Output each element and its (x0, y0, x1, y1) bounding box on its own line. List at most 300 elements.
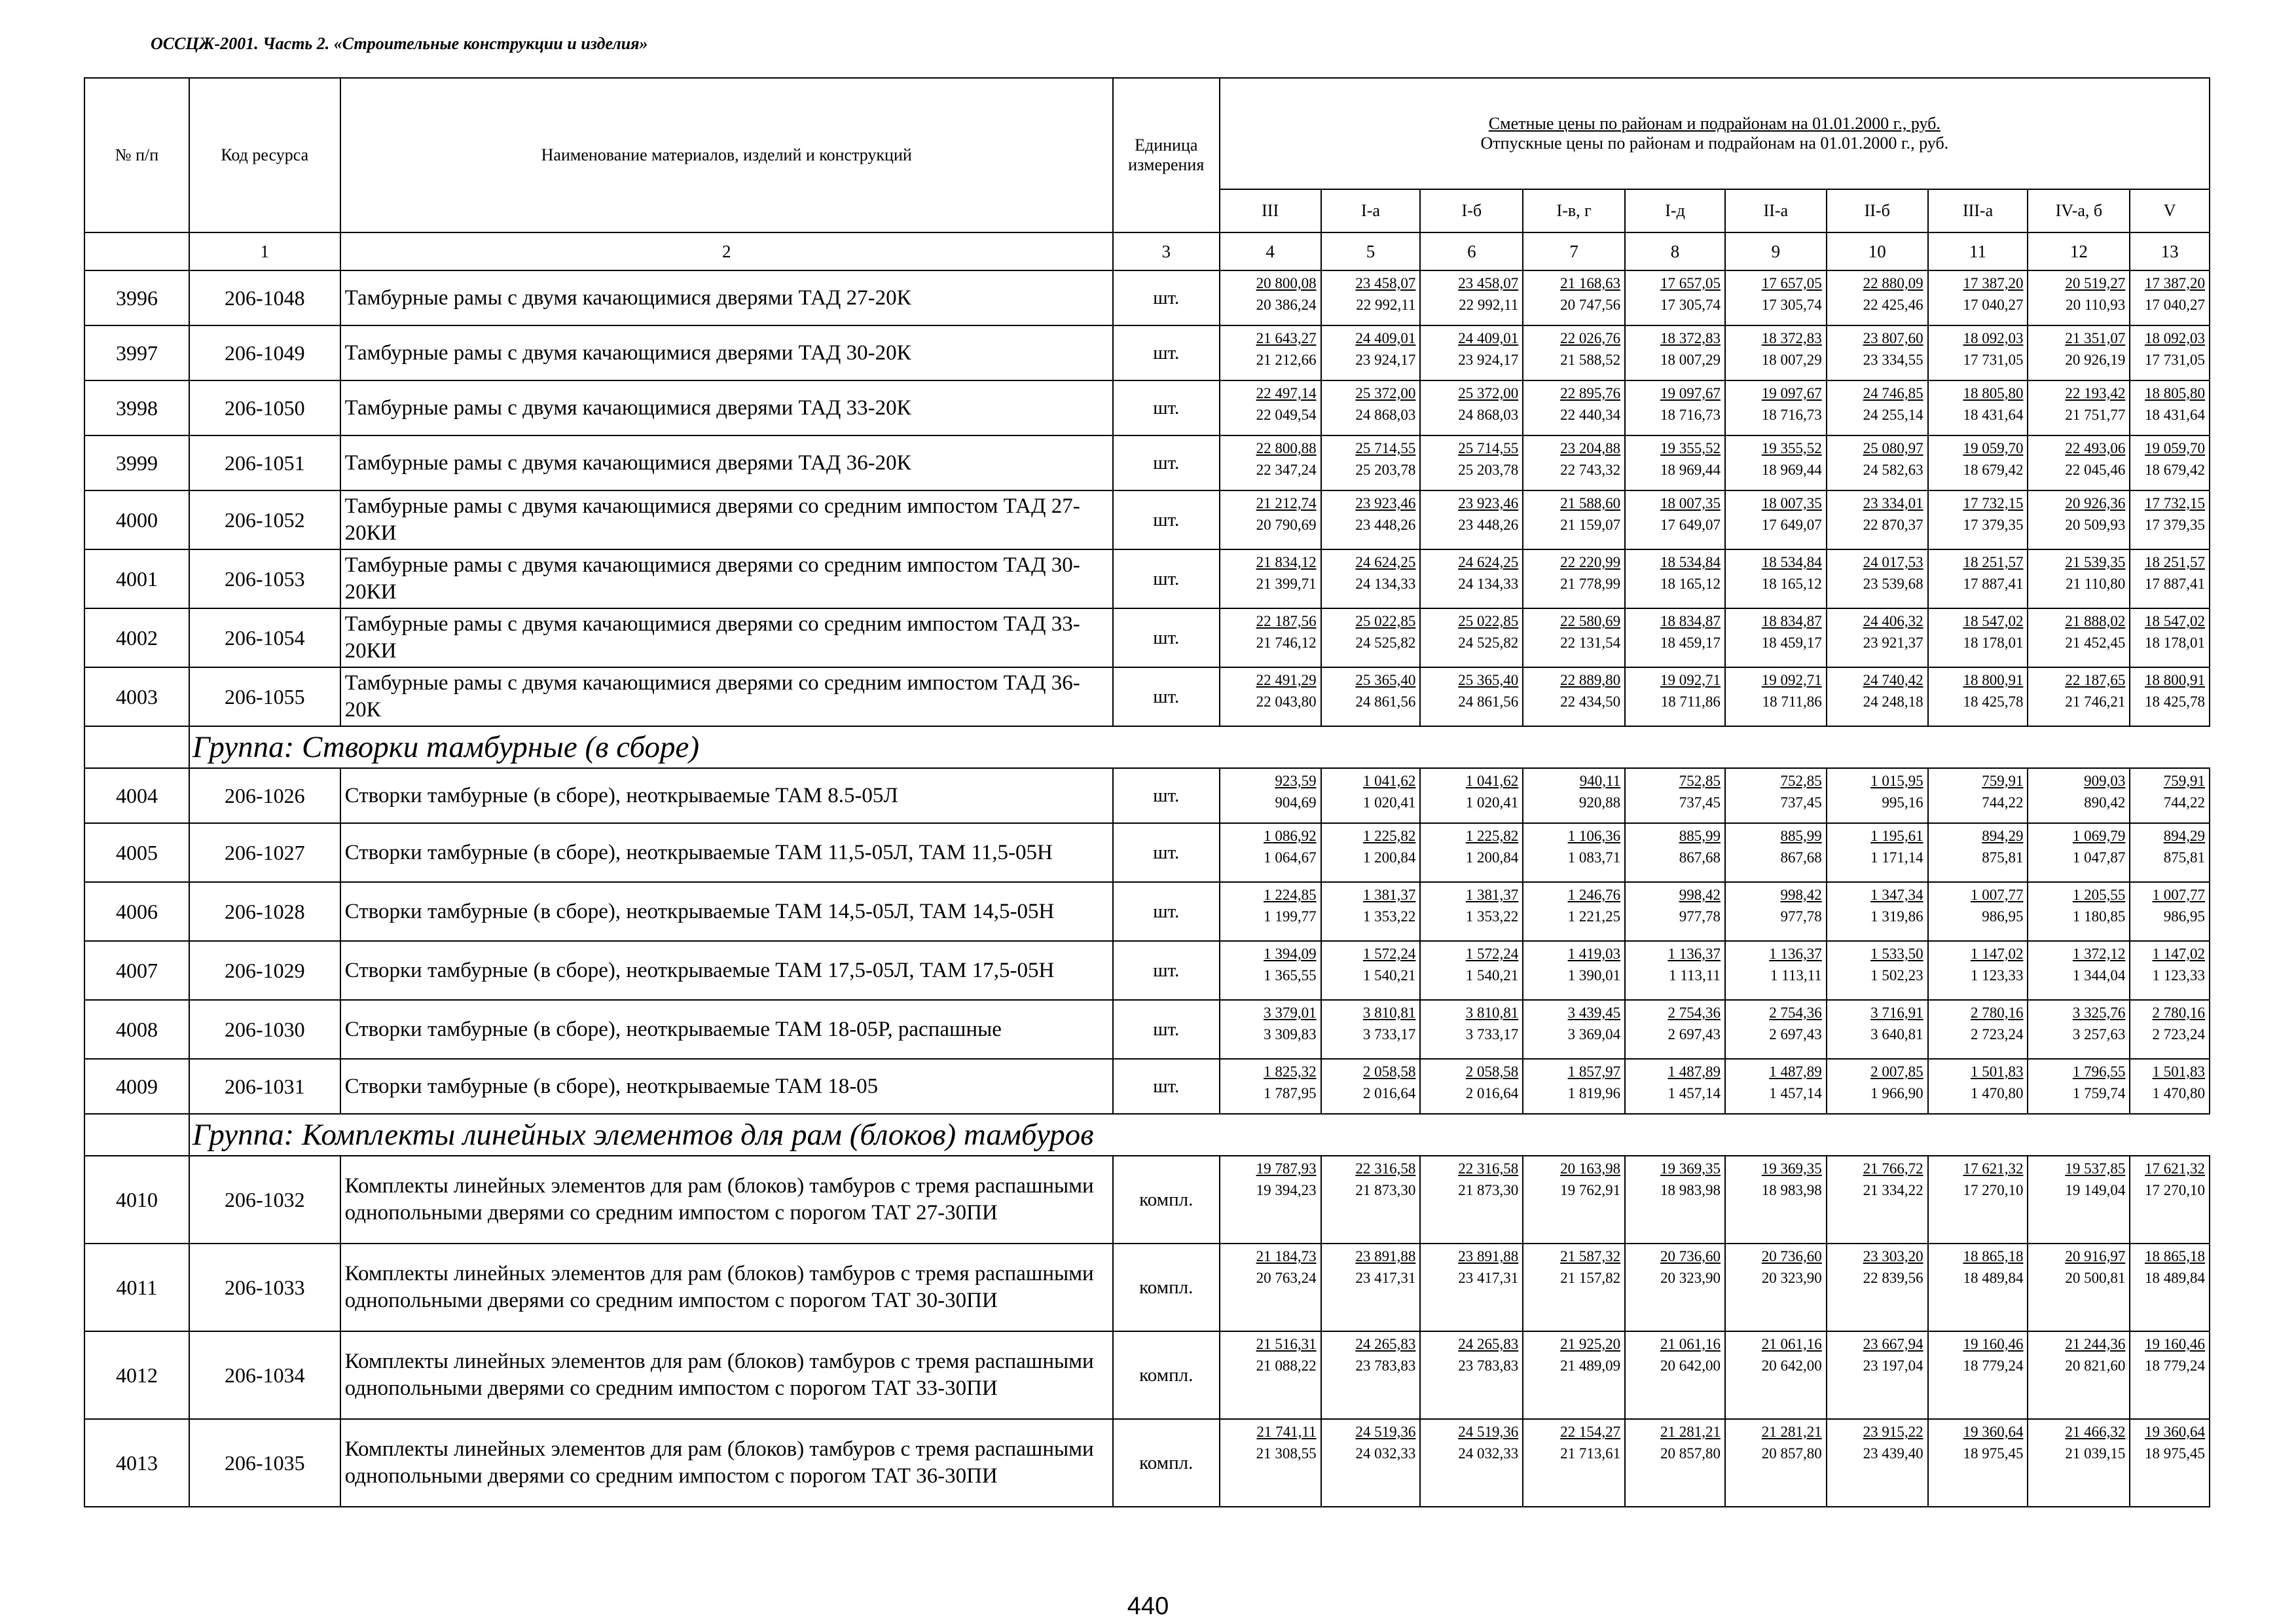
item-name: Комплекты линейных элементов для рам (блоков) тамбуров с тремя распашными однопольными дверями со средним импостом с порогом ТАТ 36-30ПИ (340, 1419, 1113, 1507)
estimated-price: 25 714,55 (1458, 440, 1519, 456)
estimated-price: 18 805,80 (2145, 385, 2205, 401)
table-row (84, 1156, 2210, 1244)
resource-code: 206-1055 (189, 667, 340, 726)
price-cell (2130, 608, 2210, 667)
item-name: Тамбурные рамы с двумя качающимися дверями ТАД 27-20К (340, 270, 1113, 325)
estimated-price: 17 657,05 (1660, 275, 1721, 291)
estimated-price: 1 205,55 (2072, 887, 2126, 903)
price-cell (1523, 823, 1625, 882)
table-row (84, 882, 2210, 941)
unit-cell: шт. (1113, 435, 1220, 490)
table-row (84, 1059, 2210, 1114)
release-price: 1 064,67 (1264, 849, 1317, 866)
release-price: 24 861,56 (1355, 693, 1416, 710)
resource-code: 206-1034 (189, 1331, 340, 1419)
price-cell (1321, 768, 1421, 823)
estimated-price: 1 572,24 (1465, 946, 1519, 962)
unit-cell: шт. (1113, 1059, 1220, 1114)
price-cell (1625, 549, 1725, 608)
unit-cell: шт. (1113, 1000, 1220, 1059)
estimated-price: 25 022,85 (1458, 613, 1519, 629)
estimated-price: 3 810,81 (1465, 1005, 1519, 1021)
estimated-price: 19 092,71 (1660, 672, 1721, 688)
estimated-price: 1 487,89 (1667, 1063, 1721, 1080)
estimated-price: 19 787,93 (1256, 1160, 1317, 1177)
estimated-price: 19 355,52 (1761, 440, 1822, 456)
estimated-price: 20 163,98 (1560, 1160, 1621, 1177)
release-price: 22 434,50 (1560, 693, 1621, 710)
release-price: 24 868,03 (1355, 407, 1416, 423)
price-cell (2028, 823, 2130, 882)
release-price: 21 039,15 (2065, 1445, 2126, 1462)
resource-code: 206-1052 (189, 490, 340, 549)
price-cell (1321, 823, 1421, 882)
release-price: 1 390,01 (1567, 967, 1621, 984)
price-cell (2028, 1419, 2130, 1507)
price-cell (2130, 490, 2210, 549)
estimated-price: 21 061,16 (1761, 1336, 1822, 1352)
header-name: Наименование материалов, изделий и конструкций (340, 78, 1113, 232)
estimated-price: 24 409,01 (1355, 330, 1416, 346)
estimated-price: 1 069,79 (2072, 828, 2126, 844)
estimated-price: 18 800,91 (1963, 672, 2024, 688)
group-title: Группа: Створки тамбурные (в сборе) (189, 726, 2210, 768)
column-number: 3 (1113, 232, 1220, 270)
estimated-price: 909,03 (2084, 773, 2126, 789)
unit-cell: компл. (1113, 1156, 1220, 1244)
price-cell (1420, 1000, 1523, 1059)
price-cell (1220, 608, 1321, 667)
estimated-price: 22 493,06 (2065, 440, 2126, 456)
release-price: 23 439,40 (1863, 1445, 1923, 1462)
estimated-price: 1 225,82 (1465, 828, 1519, 844)
release-price: 24 255,14 (1863, 407, 1923, 423)
release-price: 23 924,17 (1458, 352, 1519, 368)
estimated-price: 23 923,46 (1355, 495, 1416, 511)
price-cell (1625, 380, 1725, 435)
release-price: 17 270,10 (1963, 1182, 2024, 1198)
region-header: IV-а, б (2028, 189, 2130, 232)
price-cell (1420, 325, 1523, 380)
price-cell (1220, 380, 1321, 435)
release-price: 20 926,19 (2065, 352, 2126, 368)
estimated-price: 21 643,27 (1256, 330, 1317, 346)
row-number: 4011 (84, 1244, 189, 1331)
price-cell (1420, 768, 1523, 823)
estimated-price: 23 807,60 (1863, 330, 1923, 346)
estimated-price: 17 621,32 (2145, 1160, 2205, 1177)
release-price: 867,68 (1780, 849, 1822, 866)
estimated-price: 19 092,71 (1761, 672, 1822, 688)
estimated-price: 1 007,77 (1970, 887, 2024, 903)
resource-code: 206-1053 (189, 549, 340, 608)
release-price: 20 509,93 (2065, 517, 2126, 533)
price-cell (1523, 768, 1625, 823)
row-number: 4010 (84, 1156, 189, 1244)
price-cell (1725, 1156, 1827, 1244)
release-price: 986,95 (2163, 908, 2205, 925)
estimated-price: 21 766,72 (1863, 1160, 1923, 1177)
estimated-price: 1 825,32 (1264, 1063, 1317, 1080)
price-cell (1523, 1244, 1625, 1331)
estimated-price: 752,85 (1679, 773, 1721, 789)
row-number: 4003 (84, 667, 189, 726)
release-price: 1 470,80 (2152, 1085, 2205, 1101)
estimated-price: 22 491,29 (1256, 672, 1317, 688)
release-price: 20 323,90 (1660, 1270, 1721, 1286)
item-name: Комплекты линейных элементов для рам (блоков) тамбуров с тремя распашными однопольными дверями со средним импостом с порогом ТАТ 27-30ПИ (340, 1156, 1113, 1244)
release-price: 2 016,64 (1362, 1085, 1416, 1101)
release-price: 1 180,85 (2072, 908, 2126, 925)
row-number: 4008 (84, 1000, 189, 1059)
estimated-price: 22 026,76 (1560, 330, 1621, 346)
column-number: 4 (1220, 232, 1321, 270)
price-cell (1523, 941, 1625, 1000)
price-cell (1827, 325, 1928, 380)
price-cell (2028, 1244, 2130, 1331)
estimated-price: 24 740,42 (1863, 672, 1923, 688)
estimated-price: 894,29 (2163, 828, 2205, 844)
release-price: 986,95 (1982, 908, 2024, 925)
estimated-price: 18 547,02 (1963, 613, 2024, 629)
release-price: 23 448,26 (1355, 517, 1416, 533)
item-name: Тамбурные рамы с двумя качающимися дверями со средним импостом ТАД 30-20КИ (340, 549, 1113, 608)
release-price: 21 452,45 (2065, 635, 2126, 651)
region-header: I-д (1625, 189, 1725, 232)
estimated-price: 23 923,46 (1458, 495, 1519, 511)
release-price: 1 457,14 (1667, 1085, 1721, 1101)
estimated-price: 18 800,91 (2145, 672, 2205, 688)
estimated-price: 19 097,67 (1761, 385, 1822, 401)
release-price: 18 975,45 (1963, 1445, 2024, 1462)
release-price: 23 448,26 (1458, 517, 1519, 533)
resource-code: 206-1028 (189, 882, 340, 941)
region-header: I-в, г (1523, 189, 1625, 232)
table-row (84, 1419, 2210, 1507)
estimated-price: 1 796,55 (2072, 1063, 2126, 1080)
price-cell (1321, 882, 1421, 941)
price-cell (1420, 823, 1523, 882)
estimated-price: 885,99 (1780, 828, 1822, 844)
estimated-price: 25 365,40 (1458, 672, 1519, 688)
unit-cell: шт. (1113, 325, 1220, 380)
estimated-price: 1 381,37 (1465, 887, 1519, 903)
estimated-price: 19 160,46 (2145, 1336, 2205, 1352)
price-cell (1220, 768, 1321, 823)
estimated-price: 22 187,65 (2065, 672, 2126, 688)
release-price: 1 123,33 (2152, 967, 2205, 984)
region-header: II-б (1827, 189, 1928, 232)
price-cell (1220, 823, 1321, 882)
estimated-price: 3 810,81 (1362, 1005, 1416, 1021)
price-cell (1321, 1419, 1421, 1507)
price-cell (1928, 1059, 2028, 1114)
release-price: 18 178,01 (1963, 635, 2024, 651)
release-price: 21 088,22 (1256, 1357, 1317, 1374)
release-price: 3 733,17 (1465, 1026, 1519, 1043)
estimated-price: 3 716,91 (1870, 1005, 1923, 1021)
price-cell (1523, 435, 1625, 490)
price-cell (1220, 1156, 1321, 1244)
estimated-price: 23 303,20 (1863, 1248, 1923, 1264)
column-number: 6 (1420, 232, 1523, 270)
release-price: 21 489,09 (1560, 1357, 1621, 1374)
item-name: Тамбурные рамы с двумя качающимися дверями со средним импостом ТАД 33-20КИ (340, 608, 1113, 667)
table-row (84, 941, 2210, 1000)
release-price: 20 763,24 (1256, 1270, 1317, 1286)
price-cell (1928, 490, 2028, 549)
release-price: 18 007,29 (1761, 352, 1822, 368)
release-price: 1 966,90 (1870, 1085, 1923, 1101)
release-price: 24 525,82 (1355, 635, 1416, 651)
price-cell (1928, 1000, 2028, 1059)
price-cell (2028, 549, 2130, 608)
price-cell (2130, 270, 2210, 325)
resource-code: 206-1051 (189, 435, 340, 490)
release-price: 23 921,37 (1863, 635, 1923, 651)
estimated-price: 21 587,32 (1560, 1248, 1621, 1264)
resource-code: 206-1026 (189, 768, 340, 823)
estimated-price: 24 624,25 (1355, 554, 1416, 570)
price-cell (2130, 380, 2210, 435)
price-cell (1220, 667, 1321, 726)
resource-code: 206-1032 (189, 1156, 340, 1244)
item-name: Комплекты линейных элементов для рам (блоков) тамбуров с тремя распашными однопольными дверями со средним импостом с порогом ТАТ 33-30ПИ (340, 1331, 1113, 1419)
column-number: 9 (1725, 232, 1827, 270)
price-cell (2028, 1059, 2130, 1114)
price-cell (1420, 490, 1523, 549)
release-price: 17 270,10 (2145, 1182, 2205, 1198)
price-cell (1220, 325, 1321, 380)
release-price: 1 171,14 (1870, 849, 1923, 866)
estimated-price: 18 251,57 (2145, 554, 2205, 570)
price-cell (1725, 1331, 1827, 1419)
resource-code: 206-1033 (189, 1244, 340, 1331)
release-price: 1 457,14 (1769, 1085, 1822, 1101)
unit-cell: компл. (1113, 1331, 1220, 1419)
estimated-price: 24 624,25 (1458, 554, 1519, 570)
unit-cell: шт. (1113, 490, 1220, 549)
release-price: 24 248,18 (1863, 693, 1923, 710)
column-number: 5 (1321, 232, 1421, 270)
estimated-price: 20 736,60 (1761, 1248, 1822, 1264)
estimated-price: 894,29 (1982, 828, 2024, 844)
region-header: V (2130, 189, 2210, 232)
table-row (84, 608, 2210, 667)
price-cell (1827, 490, 1928, 549)
estimated-price: 21 184,73 (1256, 1248, 1317, 1264)
estimated-price: 2 058,58 (1362, 1063, 1416, 1080)
unit-cell: шт. (1113, 608, 1220, 667)
estimated-price: 25 372,00 (1458, 385, 1519, 401)
price-cell (2028, 941, 2130, 1000)
estimated-price: 1 381,37 (1362, 887, 1416, 903)
price-cell (2028, 325, 2130, 380)
estimated-price: 19 360,64 (1963, 1424, 2024, 1440)
row-number: 4013 (84, 1419, 189, 1507)
row-number: 4012 (84, 1331, 189, 1419)
release-price: 1 020,41 (1362, 794, 1416, 811)
price-cell (1220, 435, 1321, 490)
row-number: 4000 (84, 490, 189, 549)
price-cell (1523, 608, 1625, 667)
release-price: 1 353,22 (1465, 908, 1519, 925)
release-price: 17 040,27 (1963, 297, 2024, 313)
price-cell (1321, 270, 1421, 325)
release-price: 1 365,55 (1264, 967, 1317, 984)
estimated-price: 21 466,32 (2065, 1424, 2126, 1440)
price-cell (1420, 1331, 1523, 1419)
release-price: 2 723,24 (1970, 1026, 2024, 1043)
price-cell (1827, 435, 1928, 490)
estimated-price: 19 059,70 (1963, 440, 2024, 456)
release-price: 2 697,43 (1667, 1026, 1721, 1043)
estimated-price: 998,42 (1679, 887, 1721, 903)
price-cell (1725, 941, 1827, 1000)
release-price: 18 679,42 (1963, 462, 2024, 478)
estimated-price: 1 106,36 (1567, 828, 1621, 844)
estimated-price: 21 351,07 (2065, 330, 2126, 346)
estimated-price: 21 588,60 (1560, 495, 1621, 511)
estimated-price: 25 022,85 (1355, 613, 1416, 629)
estimated-price: 22 889,80 (1560, 672, 1621, 688)
estimated-price: 25 372,00 (1355, 385, 1416, 401)
price-cell (1725, 1244, 1827, 1331)
estimated-price: 1 394,09 (1264, 946, 1317, 962)
estimated-price: 1 225,82 (1362, 828, 1416, 844)
estimated-price: 21 539,35 (2065, 554, 2126, 570)
price-cell (1625, 1244, 1725, 1331)
estimated-price: 18 007,35 (1660, 495, 1721, 511)
price-cell (2130, 823, 2210, 882)
release-price: 17 887,41 (2145, 576, 2205, 592)
item-name: Створки тамбурные (в сборе), неоткрываемые ТАМ 18-05 (340, 1059, 1113, 1114)
estimated-price: 998,42 (1780, 887, 1822, 903)
price-cell (1220, 1000, 1321, 1059)
price-cell (1725, 435, 1827, 490)
release-price: 1 502,23 (1870, 967, 1923, 984)
price-cell (1220, 941, 1321, 1000)
resource-code: 206-1054 (189, 608, 340, 667)
group-spacer (84, 1114, 189, 1156)
price-cell (1523, 270, 1625, 325)
release-price: 24 861,56 (1458, 693, 1519, 710)
release-price: 875,81 (1982, 849, 2024, 866)
release-price: 19 394,23 (1256, 1182, 1317, 1198)
release-price: 18 165,12 (1660, 576, 1721, 592)
estimated-price: 18 865,18 (1963, 1248, 2024, 1264)
item-name: Тамбурные рамы с двумя качающимися дверями ТАД 30-20К (340, 325, 1113, 380)
price-cell (2028, 608, 2130, 667)
price-cell (1420, 1244, 1523, 1331)
release-price: 18 716,73 (1761, 407, 1822, 423)
page-header: ОССЦЖ-2001. Часть 2. «Строительные конструкции и изделия» (151, 34, 648, 53)
price-cell (1827, 667, 1928, 726)
row-number: 3999 (84, 435, 189, 490)
estimated-price: 22 497,14 (1256, 385, 1317, 401)
price-cell (1321, 667, 1421, 726)
price-cell (2130, 1331, 2210, 1419)
price-cell (2130, 1244, 2210, 1331)
price-cell (1827, 1331, 1928, 1419)
unit-cell: шт. (1113, 380, 1220, 435)
column-number: 2 (340, 232, 1113, 270)
release-price: 18 969,44 (1761, 462, 1822, 478)
estimated-price: 23 204,88 (1560, 440, 1621, 456)
estimated-price: 20 519,27 (2065, 275, 2126, 291)
release-price: 2 723,24 (2152, 1026, 2205, 1043)
price-cell (1625, 1059, 1725, 1114)
release-price: 3 640,81 (1870, 1026, 1923, 1043)
price-cell (1523, 1059, 1625, 1114)
release-price: 20 857,80 (1660, 1445, 1721, 1462)
release-price: 21 399,71 (1256, 576, 1317, 592)
price-cell (1625, 941, 1725, 1000)
estimated-price: 22 880,09 (1863, 275, 1923, 291)
unit-cell: шт. (1113, 667, 1220, 726)
release-price: 17 887,41 (1963, 576, 2024, 592)
price-cell (1220, 490, 1321, 549)
price-cell (1827, 549, 1928, 608)
item-name: Створки тамбурные (в сборе), неоткрываемые ТАМ 11,5-05Л, ТАМ 11,5-05Н (340, 823, 1113, 882)
price-cell (1827, 380, 1928, 435)
estimated-price: 24 265,83 (1458, 1336, 1519, 1352)
price-cell (1220, 1331, 1321, 1419)
release-price: 22 045,46 (2065, 462, 2126, 478)
estimated-price: 21 061,16 (1660, 1336, 1721, 1352)
release-price: 18 969,44 (1660, 462, 1721, 478)
release-price: 1 344,04 (2072, 967, 2126, 984)
row-number: 4002 (84, 608, 189, 667)
release-price: 17 731,05 (2145, 352, 2205, 368)
estimated-price: 23 667,94 (1863, 1336, 1923, 1352)
release-price: 17 040,27 (2145, 297, 2205, 313)
price-cell (1725, 490, 1827, 549)
price-cell (2028, 490, 2130, 549)
estimated-price: 18 372,83 (1761, 330, 1822, 346)
release-price: 21 873,30 (1355, 1182, 1416, 1198)
price-cell (1827, 1156, 1928, 1244)
table-row (84, 325, 2210, 380)
page-number: 440 (1127, 1593, 1169, 1620)
release-price: 3 257,63 (2072, 1026, 2126, 1043)
price-cell (1523, 667, 1625, 726)
estimated-price: 1 857,97 (1567, 1063, 1621, 1080)
release-price: 24 134,33 (1355, 576, 1416, 592)
estimated-price: 1 419,03 (1567, 946, 1621, 962)
estimated-price: 18 805,80 (1963, 385, 2024, 401)
price-cell (1220, 1244, 1321, 1331)
unit-cell: шт. (1113, 823, 1220, 882)
table-row (84, 490, 2210, 549)
release-price: 20 110,93 (2066, 297, 2126, 313)
estimated-price: 1 086,92 (1264, 828, 1317, 844)
row-number: 4007 (84, 941, 189, 1000)
resource-code: 206-1030 (189, 1000, 340, 1059)
unit-cell: шт. (1113, 768, 1220, 823)
release-price: 24 134,33 (1458, 576, 1519, 592)
estimated-price: 1 224,85 (1264, 887, 1317, 903)
price-cell (1725, 667, 1827, 726)
estimated-price: 24 017,53 (1863, 554, 1923, 570)
release-price: 1 083,71 (1567, 849, 1621, 866)
header-prices-estimated: Сметные цены по районам и подрайонам на 01.01.2000 г., руб. (1488, 114, 1941, 133)
estimated-price: 18 007,35 (1761, 495, 1822, 511)
price-cell (1827, 941, 1928, 1000)
estimated-price: 24 265,83 (1355, 1336, 1416, 1352)
release-price: 21 334,22 (1863, 1182, 1923, 1198)
price-cell (1928, 667, 2028, 726)
